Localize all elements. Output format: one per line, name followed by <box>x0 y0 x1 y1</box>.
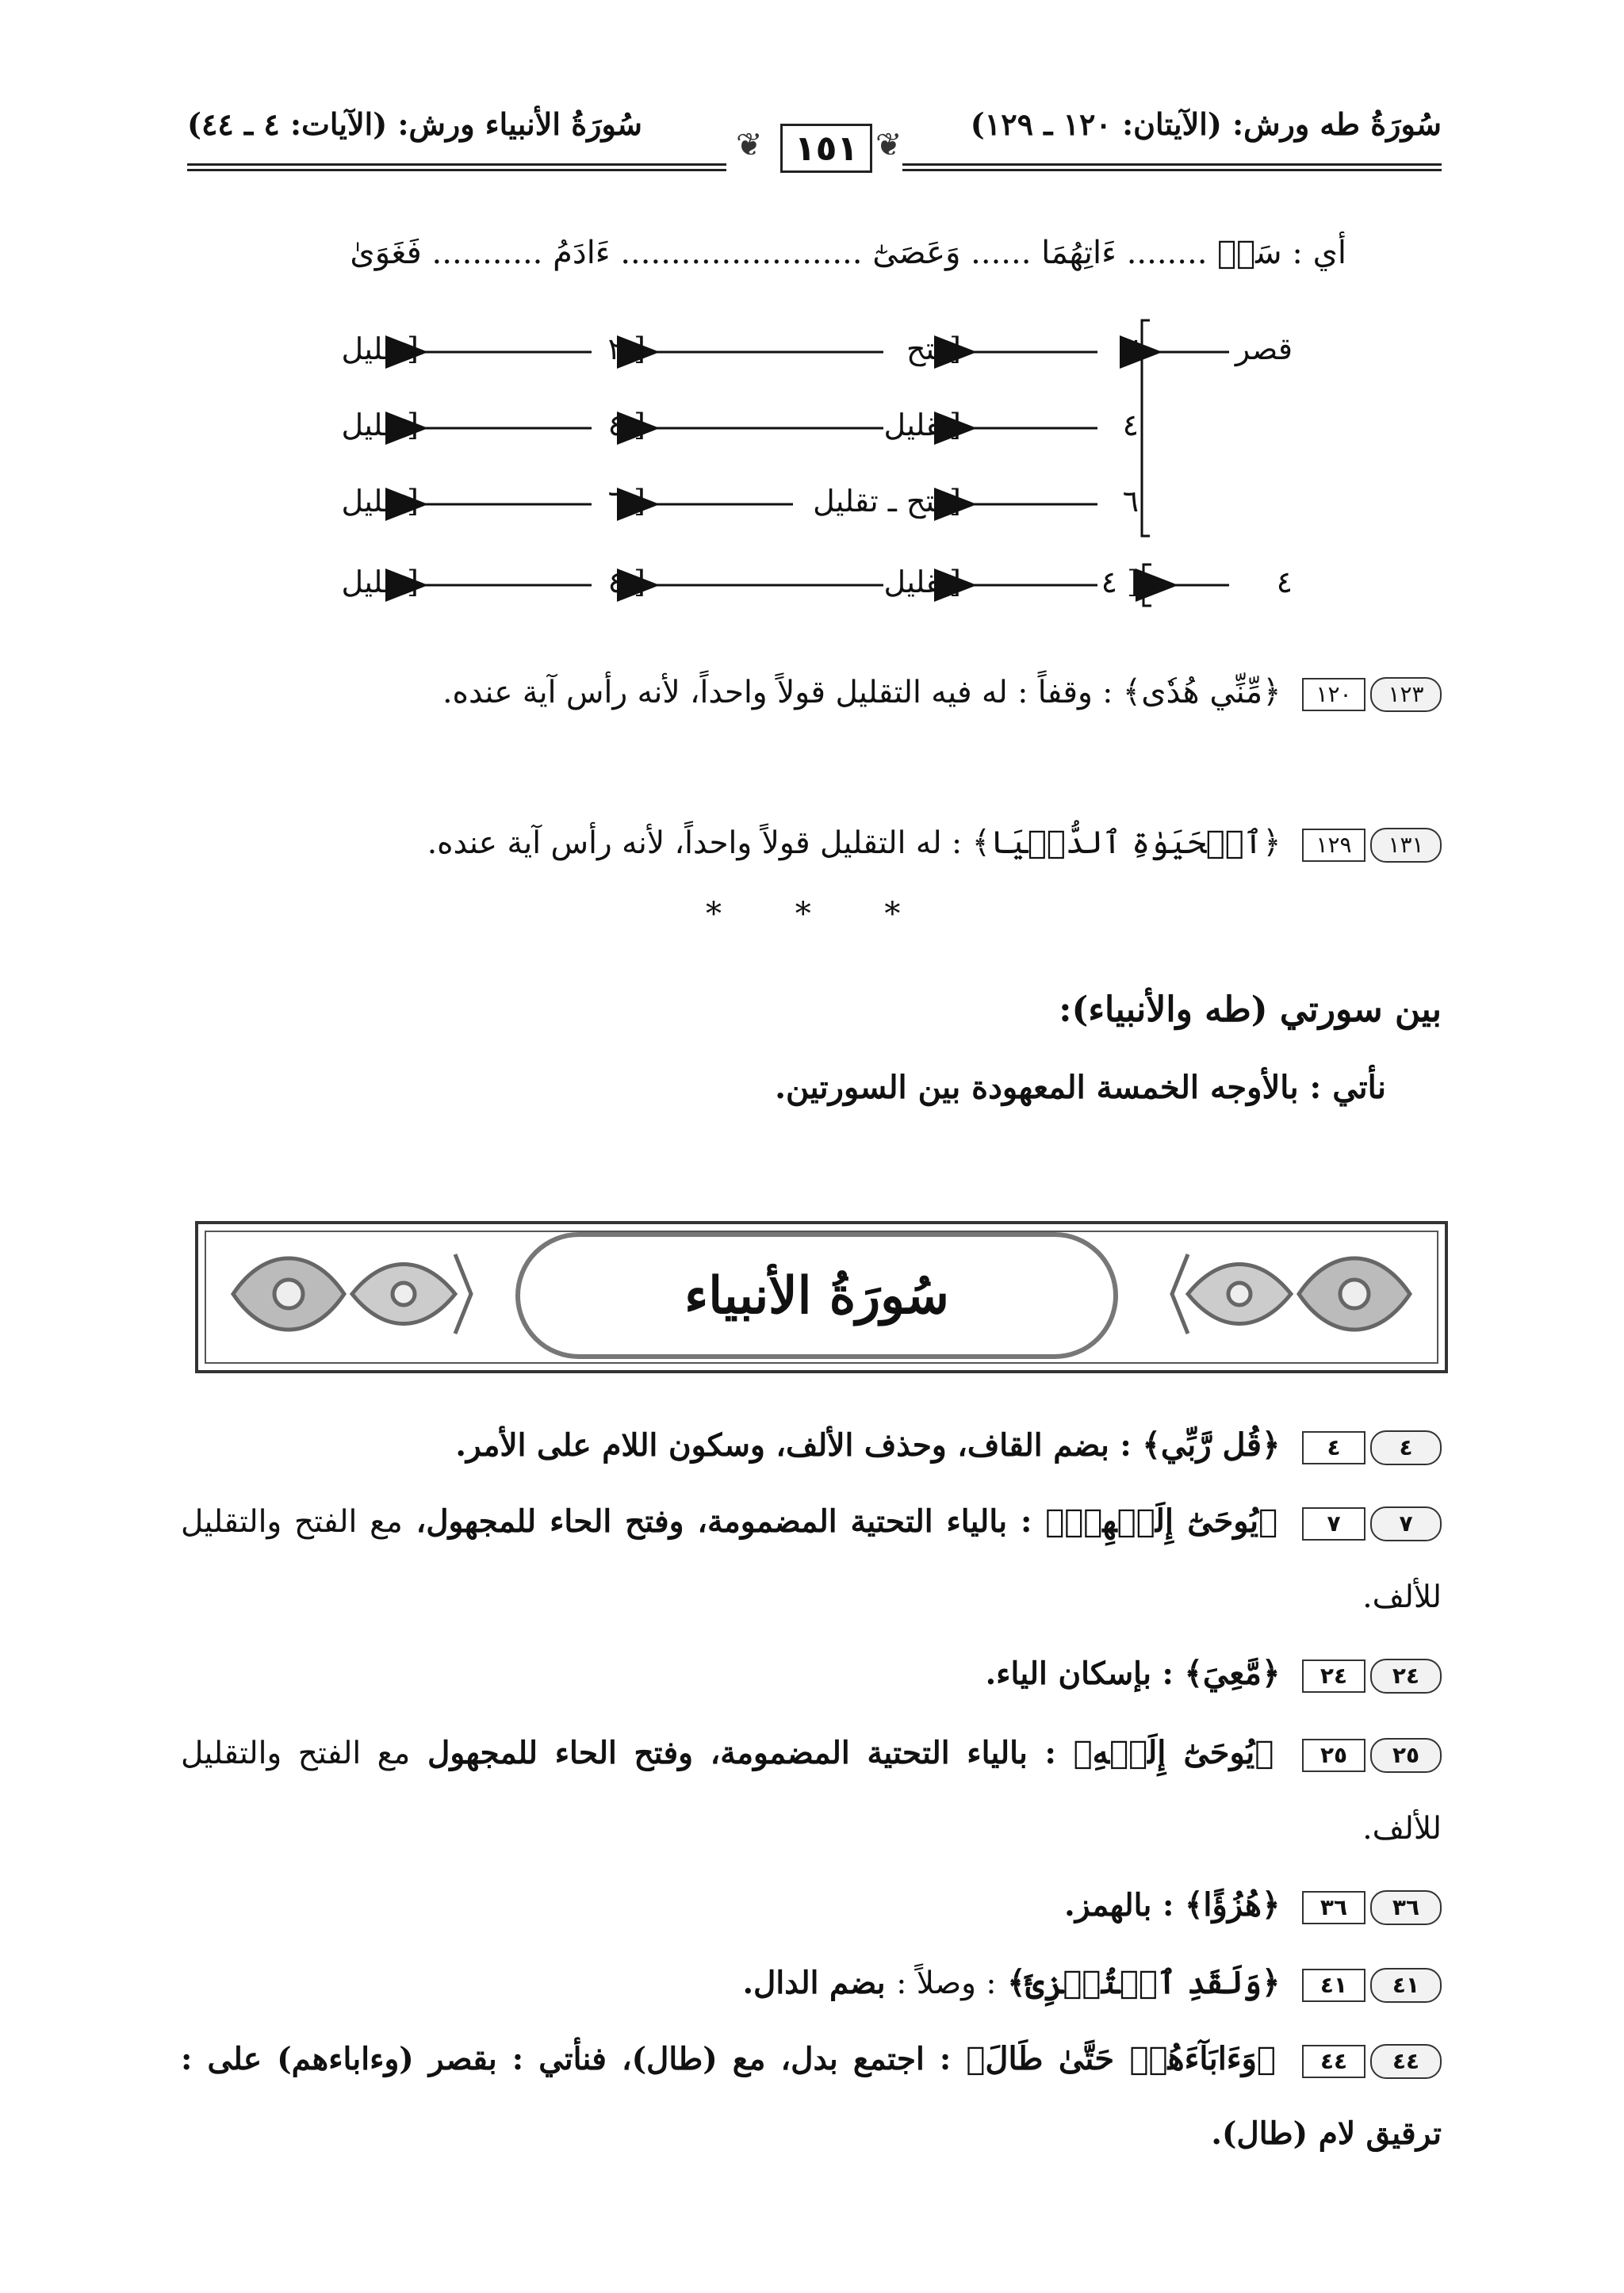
arabesque-right-icon <box>1164 1238 1426 1349</box>
verse-ref <box>1302 1506 1442 1541</box>
verse-ref <box>1302 1430 1442 1465</box>
row1-c2: [فتح <box>906 331 961 366</box>
entry-taha-129 <box>181 806 1442 881</box>
row4-c2: [تقليل <box>883 565 961 599</box>
verse-ref <box>1302 2044 1442 2079</box>
quran-word: ﴿وَلَقَدِ ٱسۡتُهۡزِئَ﴾ <box>1007 1964 1281 2001</box>
entry-text: : وقفاً : له فيه التقليل قولاً واحداً، لأنه رأس آية عنده. <box>442 675 1113 710</box>
surah-banner <box>195 1221 1448 1373</box>
ref-pill: ١٣١ <box>1370 828 1442 863</box>
header-ornament-left: ❦ <box>736 127 763 163</box>
section-heading: بين سورتي (طه والأنبياء): <box>1059 990 1442 1030</box>
quran-word: ﴿هُزُؤًا﴾ <box>1184 1886 1281 1924</box>
ref-box: ١٢٠ <box>1302 678 1365 711</box>
verse-ref <box>1302 828 1442 863</box>
row2-c2: [تقليل <box>883 408 961 442</box>
entry-anbiya-4 <box>181 1408 1442 1483</box>
header-right-title: سُورَةُ طه ورش: (الآيتان: ١٢٠ ـ ١٢٩) <box>970 106 1442 142</box>
row3-c2: [فتح ـ تقليل <box>813 484 961 519</box>
word-5: فَغَوَىٰ <box>350 235 422 271</box>
entry-text: : بضم القاف، وحذف الألف، وسكون اللام على الأمر. <box>455 1427 1132 1464</box>
verse-ref <box>1302 677 1442 712</box>
quran-word: ﴿قُل رَّبِّي﴾ <box>1142 1426 1281 1464</box>
verse-ref <box>1302 1890 1442 1925</box>
row1-c3: [ ٢ <box>607 331 645 366</box>
quran-word: ﴿مَّعِيَ﴾ <box>1184 1655 1281 1692</box>
word-2: ءَاتِهُمَا <box>1041 235 1116 271</box>
section-subtext: نأتي : بالأوجه الخمسة المعهودة بين السورتين. <box>775 1069 1386 1106</box>
quran-word: ﴿وَءَابَآءَهُمۡ حَتَّىٰ طَالَ﴾ <box>966 2040 1276 2077</box>
dots-3: ........................ <box>620 235 863 271</box>
ref-box: ١٢٩ <box>1302 829 1365 862</box>
ref-box: ٤٤ <box>1302 2045 1365 2078</box>
entry-mid-text: : وصلاً : <box>896 1966 997 2001</box>
entry-taha-120 <box>181 655 1442 730</box>
word-4: ءَادَمُ <box>553 235 611 271</box>
ref-box: ٢٥ <box>1302 1739 1365 1772</box>
ref-box: ٤ <box>1302 1431 1365 1464</box>
entry-text: : له التقليل قولاً واحداً، لأنه رأس آية عنده. <box>427 825 963 861</box>
row3-c1: ٦ <box>1122 484 1139 519</box>
ref-pill: ٤ <box>1370 1430 1442 1465</box>
ref-box: ٣٦ <box>1302 1891 1365 1924</box>
entry-text: : بالياء التحتية المضمومة، وفتح الحاء للمجهول، <box>416 1503 1032 1540</box>
row3-c4: [تقليل <box>341 484 419 519</box>
entry-anbiya-24 <box>181 1636 1442 1711</box>
row4-c3: [ ٤ <box>607 565 645 599</box>
dots-2: ...... <box>971 235 1032 271</box>
entry-anbiya-7 <box>181 1484 1442 1635</box>
verse-ref <box>1302 1659 1442 1694</box>
row4-c4: [تقليل <box>341 565 419 599</box>
ref-pill: ٧ <box>1370 1506 1442 1541</box>
row3-c3: [ ٦ <box>607 484 645 519</box>
entry-note: مع الفتح والتقليل للألف. <box>181 1504 1442 1615</box>
page-number: ١٥١ <box>780 124 872 173</box>
section-separator-stars: * * * <box>706 896 933 932</box>
row1-start: قصر <box>1235 331 1293 366</box>
words-prefix: أي : <box>1292 235 1346 271</box>
ref-pill: ١٢٣ <box>1370 677 1442 712</box>
dots-4: ........... <box>431 235 543 271</box>
ref-box: ٢٤ <box>1302 1659 1365 1693</box>
ref-box: ٧ <box>1302 1507 1365 1541</box>
entry-text: : بالهمز. <box>1064 1887 1174 1924</box>
ref-pill: ٤١ <box>1370 1968 1442 2003</box>
ref-pill: ٤٤ <box>1370 2044 1442 2079</box>
banner-title: سُورَةُ الأنبياء <box>684 1265 949 1326</box>
ref-box: ٤١ <box>1302 1969 1365 2002</box>
row2-c4: [تقليل <box>341 408 419 442</box>
entry-text: : بالياء التحتية المضمومة، وفتح الحاء للمجهول <box>427 1735 1056 1771</box>
ref-pill: ٢٥ <box>1370 1738 1442 1773</box>
word-1: سَوۡ <box>1217 235 1282 271</box>
entry-anbiya-41 <box>181 1946 1442 2021</box>
row2-c1: ٤ <box>1122 408 1139 442</box>
entry-text: بضم الدال. <box>742 1965 886 2001</box>
quran-word: ﴿مِّنِّي هُدٗى﴾ <box>1122 674 1281 710</box>
row4-start: ٤ <box>1276 565 1293 599</box>
dots-1: ........ <box>1126 235 1208 271</box>
verse-ref <box>1302 1968 1442 2003</box>
entry-text: : بإسكان الياء. <box>985 1656 1174 1692</box>
diagram-arrows <box>0 0 1624 634</box>
quran-word: ﴿يُوحَىٰٓ إِلَيۡهِ﴾ <box>1073 1734 1274 1771</box>
quran-word: ﴿يُوحَىٰٓ إِلَيۡهِمۡ﴾ <box>1045 1503 1278 1540</box>
row1-c4: [تقليل <box>341 331 419 366</box>
entry-anbiya-25 <box>181 1716 1442 1866</box>
entry-anbiya-44 <box>181 2022 1442 2171</box>
entry-anbiya-36 <box>181 1868 1442 1943</box>
row1-c1: ٢ <box>1122 331 1139 366</box>
entry-note: مع الفتح والتقليل للألف. <box>181 1736 1442 1847</box>
verse-ref <box>1302 1738 1442 1773</box>
header-ornament-right: ❦ <box>875 127 902 163</box>
arabesque-left-icon <box>217 1238 479 1349</box>
entry-text: : اجتمع بدل، مع (طال)، فنأتي : بقصر (وءاباءهم) على : ترقيق لام (طال). <box>181 2041 1442 2152</box>
header-left-title: سُورَةُ الأنبياء ورش: (الآيات: ٤ ـ ٤٤) <box>187 106 642 142</box>
word-3: وَعَصَىٰٓ <box>872 235 961 271</box>
row2-c3: [ ٤ <box>607 408 645 442</box>
banner-title-oval <box>515 1232 1118 1359</box>
quran-word: ﴿ٱلۡحَيَوٰةِ ٱلدُّنۡيَا﴾ <box>971 825 1281 861</box>
row4-c1: [ ٤ <box>1101 565 1139 599</box>
ref-pill: ٢٤ <box>1370 1659 1442 1694</box>
ref-pill: ٣٦ <box>1370 1890 1442 1925</box>
